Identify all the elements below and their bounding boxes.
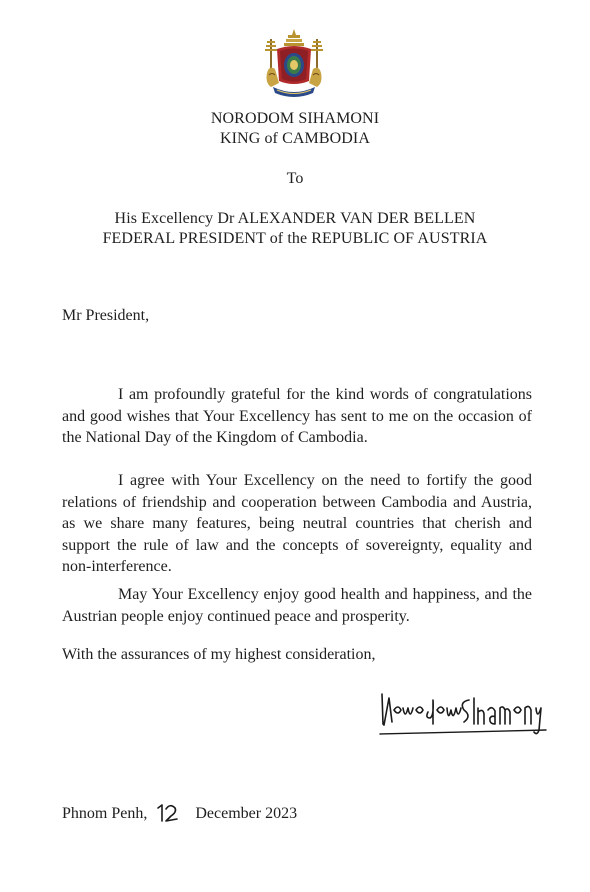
paragraph-3: May Your Excellency enjoy good health and happiness, and the Austrian people enjoy continued peace and prosperity.	[62, 586, 532, 625]
handwritten-day-icon	[155, 802, 185, 824]
month-year: December 2023	[195, 805, 298, 822]
sender-name: NORODOM SIHAMONI	[210, 110, 380, 127]
paragraph-1: I am profoundly grateful for the kind words of congratulations and good wishes that Your Excellency has sent to me on the occasion of the National Day of the Kingdom of Cambodia.	[62, 386, 532, 446]
paragraph-2: I agree with Your Excellency on the need to fortify the good relations of friendship and cooperation between Cambodia and Austria, as we share many features, being neutral countries that cherish and support the rule of law and the concepts of sovereignty, equality and non-interference.	[62, 472, 532, 575]
dateline	[62, 802, 297, 825]
royal-coat-of-arms-icon	[261, 27, 327, 101]
recipient-title: FEDERAL PRESIDENT of the REPUBLIC OF AUSTRIA	[102, 230, 488, 247]
recipient-name: His Excellency Dr ALEXANDER VAN DER BELLEN	[114, 210, 476, 227]
closing-line: With the assurances of my highest consideration,	[62, 646, 376, 663]
to-label: To	[286, 170, 304, 187]
sender-title: KING of CAMBODIA	[219, 130, 371, 147]
place-name: Phnom Penh,	[62, 805, 148, 822]
handwritten-signature	[376, 684, 552, 742]
salutation: Mr President,	[62, 307, 150, 324]
